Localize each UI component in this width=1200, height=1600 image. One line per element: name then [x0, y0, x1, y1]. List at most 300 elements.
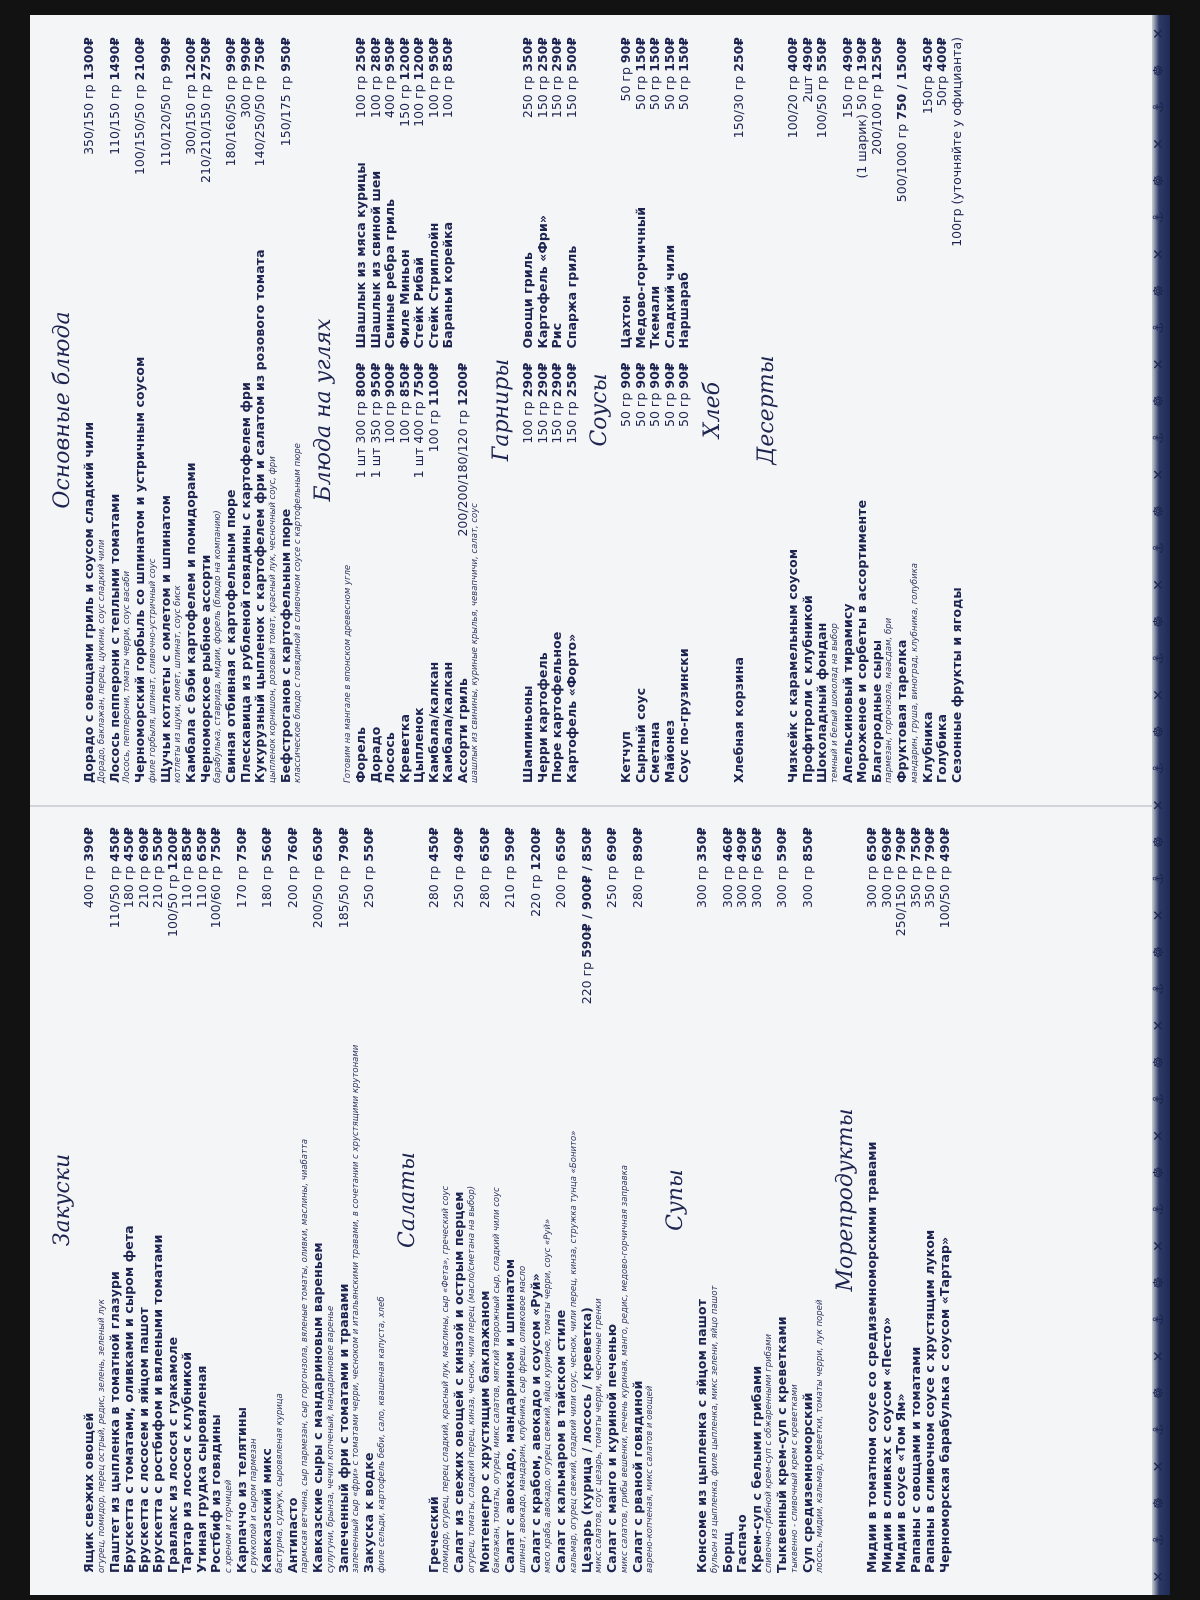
item-price-group	[337, 827, 352, 997]
pattern-glyph-icon: ✕	[1151, 1460, 1167, 1473]
pattern-glyph-icon: ⚓	[1151, 211, 1167, 224]
item-price-group	[199, 37, 214, 207]
item-name: Щучьи котлеты с омлетом и шпинатом	[157, 494, 173, 783]
item-weight: 250 гр	[604, 865, 619, 909]
item-price-group	[180, 827, 195, 997]
item-name: Рапаны в сливочном соусе с хрустящим луком	[922, 1229, 937, 1573]
item-price: 450₽	[919, 37, 935, 72]
pattern-glyph-icon: ☸	[1151, 945, 1167, 959]
item-description: микс салатов, грибы вешенки, печень куриная, манго, редис, медово-горчичная заправка	[619, 1165, 630, 1573]
item-weight: 300 гр	[748, 865, 764, 909]
section-title: Супы	[663, 1169, 688, 1231]
item-price: 760₽	[284, 827, 300, 862]
item-name: Профитроли с клубникой	[799, 595, 815, 783]
menu-item	[184, 37, 199, 783]
item-weight: 150 гр	[549, 75, 564, 119]
item-price-group	[923, 827, 938, 997]
item-price: 990₽	[237, 37, 253, 72]
pattern-glyph-icon: ✕	[1151, 1019, 1167, 1032]
item-price-group	[239, 37, 254, 207]
item-name: Салат с крабом, авокадо и соусом «Руй»	[527, 1273, 543, 1573]
item-price: 950₽	[367, 362, 383, 398]
item-weight: 1 шт 350 гр	[367, 401, 383, 479]
item-price: 1100₽	[425, 362, 441, 406]
item-price-group	[550, 37, 565, 157]
menu-item	[159, 37, 174, 783]
item-weight: 1 шт 400 гр	[411, 401, 426, 479]
item-name: Майонез	[661, 719, 677, 783]
item-weight: 180 гр	[259, 865, 274, 909]
menu-item	[732, 37, 747, 783]
item-price-group	[841, 37, 856, 207]
item-weight: 350 гр	[922, 865, 937, 909]
item-price: 490₽	[799, 37, 815, 72]
item-price: 1200₽	[411, 37, 426, 81]
item-weight: 100 гр	[353, 75, 368, 119]
item-weight: 350 гр	[907, 865, 923, 909]
item-description: филе сельди, картофель беби, сало, квашеная капуста, хлеб	[376, 1296, 387, 1573]
item-weight: 100 гр	[396, 401, 412, 444]
item-price-group	[663, 37, 678, 157]
item-name: Свиная отбивная с картофельным пюре	[223, 489, 238, 783]
item-name: Сметана	[647, 721, 662, 783]
item-weight: 400 гр	[382, 75, 397, 119]
item-price-group	[735, 827, 750, 997]
item-price-group	[648, 37, 663, 157]
pattern-glyph-icon: ☸	[1151, 1166, 1167, 1179]
item-weight: 150 гр	[396, 84, 412, 127]
menu-item	[456, 362, 471, 783]
pattern-glyph-icon: ✕	[1151, 248, 1167, 261]
pattern-glyph-icon: ✕	[1151, 799, 1167, 812]
menu-item	[550, 362, 565, 783]
pattern-glyph-icon: ☸	[1151, 1386, 1167, 1400]
item-description: пармская ветчина, сыр пармезан, сыр горгонзола, вяленые томаты, оливки, маслины, чиабатта	[300, 1138, 310, 1573]
column-right	[354, 37, 481, 348]
item-name: Рапаны с овощами и томатами	[907, 1346, 923, 1573]
item-price-group	[133, 37, 148, 207]
item-name: Шашлык из мяса курицы	[353, 162, 368, 349]
menu-item	[82, 827, 97, 1573]
item-name: Апельсиновый тирамису	[839, 603, 855, 783]
item-weight: 180/160/50 гр	[223, 75, 238, 167]
item-name: Брускетта с лососем и яйцом пашот	[135, 1306, 151, 1573]
menu-item	[634, 37, 649, 348]
item-price: 560₽	[259, 827, 274, 862]
item-description: огурец, помидор, перец острый, редис, зелень, зеленый лук	[96, 1299, 107, 1573]
item-name: Чизкейк с карамельным соусом	[785, 548, 800, 783]
menu-item	[311, 827, 326, 1573]
item-weight: 100 гр	[425, 409, 441, 453]
item-price: 490₽	[839, 37, 855, 72]
item-weight: 200 гр	[553, 865, 568, 909]
item-price: 150₽	[632, 37, 648, 72]
item-description: барабулька, ставрида, мидии, форель (блюдо на компанию)	[213, 510, 223, 783]
item-price-group	[137, 827, 152, 997]
item-description: тыквенно - сливочный крем с креветками	[789, 1384, 800, 1573]
item-description: Дорадо, баклажан, перец, цукини, соус сладкий чили	[96, 539, 107, 783]
item-name: Брускетта с томатами, оливками и сыром фета	[121, 1225, 136, 1573]
two-column-list	[521, 37, 579, 783]
two-column-list	[354, 37, 481, 783]
menu-item	[412, 362, 427, 783]
item-price: 650₽	[476, 827, 492, 862]
item-price-group	[663, 362, 678, 532]
item-price-group	[536, 362, 551, 532]
item-name: Спаржа гриль	[563, 245, 579, 349]
item-weight: 210/210/150 гр	[197, 84, 213, 183]
item-price-group	[775, 827, 790, 997]
item-name: Свиные ребра гриль	[382, 198, 397, 349]
item-name: Сезонные фрукты и ягоды	[948, 587, 964, 783]
menu-item	[427, 37, 442, 348]
item-name: Клубника	[919, 711, 935, 783]
menu-item	[412, 37, 427, 348]
menu-item	[354, 362, 369, 783]
pattern-glyph-icon: ☸	[1151, 1496, 1167, 1510]
item-price-group	[909, 827, 924, 997]
item-price-group	[427, 827, 442, 997]
item-price: 690₽	[135, 827, 151, 862]
item-weight: (1 шарик) 50 гр	[854, 75, 869, 179]
item-weight: 220 гр	[578, 961, 594, 1005]
item-name: Салат с рваной говядиной	[629, 1380, 645, 1573]
menu-item	[950, 37, 965, 783]
item-name: Ассорти гриль	[454, 678, 470, 783]
section-title: Хлеб	[699, 381, 725, 439]
menu-item	[199, 37, 214, 783]
menu-item	[122, 827, 137, 1573]
menu-item	[529, 827, 544, 1573]
two-column-list	[619, 37, 692, 783]
item-price: 990₽	[223, 37, 238, 72]
item-price: 750₽	[208, 827, 223, 862]
item-name: Мидии в соусе «Том Ям»	[893, 1393, 908, 1573]
menu-item	[427, 827, 442, 1573]
pattern-glyph-icon: ✕	[1151, 468, 1167, 481]
item-weight: 150 гр	[534, 75, 550, 119]
item-price-group	[750, 827, 765, 997]
item-price-group	[235, 827, 250, 997]
item-weight: 300 гр	[237, 75, 253, 119]
menu-item	[935, 37, 950, 783]
item-weight: 50 гр	[632, 392, 648, 427]
item-name: Борщ	[719, 1531, 735, 1573]
item-price-group	[855, 37, 870, 207]
menu-item	[235, 827, 250, 1573]
item-name: Лосось	[382, 732, 397, 783]
item-price-group	[895, 37, 910, 207]
column-left	[619, 362, 692, 783]
item-price-group	[648, 362, 663, 532]
item-name: Брускетта с ростбифом и вялеными томатами	[150, 1234, 165, 1573]
item-price: 900₽	[382, 362, 397, 398]
item-name: Овощи гриль	[520, 252, 535, 349]
item-price: 150₽	[661, 37, 677, 72]
item-price: 250₽	[730, 37, 746, 72]
item-name: Стейк Стриплойн	[425, 222, 441, 349]
item-price-group	[870, 37, 885, 207]
item-price-group	[921, 37, 936, 207]
item-price: 950₽	[382, 37, 397, 72]
item-price-group	[398, 37, 413, 157]
item-price-group	[815, 37, 830, 207]
item-price: 1200₽	[454, 362, 470, 406]
item-name: Шампиньоны	[520, 685, 535, 783]
item-weight: 50 гр	[647, 392, 662, 427]
menu-item	[286, 827, 301, 1573]
menu-item	[369, 362, 384, 783]
item-price-group	[122, 827, 137, 997]
column-left	[354, 362, 481, 783]
item-name: Черноморское рыбное ассорти	[197, 554, 213, 783]
item-name: Форель	[353, 726, 368, 783]
item-weight: 140/250/50 гр	[252, 75, 267, 167]
item-price-group	[354, 362, 369, 532]
item-weight: 220 гр	[527, 874, 543, 917]
item-price: 350₽	[520, 37, 535, 72]
item-weight: 100 гр	[411, 84, 426, 127]
item-weight: 150 гр	[563, 401, 579, 444]
item-weight: 150/175 гр	[277, 75, 293, 147]
item-price-group	[677, 362, 692, 532]
item-name: Гаспачо	[734, 1514, 749, 1573]
item-price-group	[166, 827, 181, 997]
item-price: 550₽	[361, 827, 376, 862]
item-description: варено-копченая, микс салатов и овощей	[645, 1385, 655, 1573]
item-weight: 150 гр	[534, 401, 550, 444]
menu-item	[815, 37, 830, 783]
item-price-group	[529, 827, 544, 997]
menu-item	[521, 37, 536, 348]
menu-item	[663, 37, 678, 348]
pattern-glyph-icon: ⚓	[1151, 1313, 1167, 1326]
pattern-glyph-icon: ⚓	[1151, 541, 1167, 555]
item-weight: 150 гр	[839, 75, 855, 119]
menu-item	[441, 362, 456, 783]
item-price-group	[398, 362, 413, 532]
item-price: 490₽	[936, 827, 952, 862]
menu-item	[895, 37, 910, 783]
section-title: Закуски	[50, 1153, 75, 1247]
pattern-glyph-icon: ☸	[1151, 615, 1167, 628]
item-name: Стейк Рибай	[411, 257, 426, 349]
item-price-group	[159, 37, 174, 207]
menu-item	[663, 362, 678, 783]
item-weight: 300 гр	[694, 865, 709, 909]
item-weight: 100/50 гр	[936, 865, 952, 929]
pattern-glyph-icon: ✕	[1151, 1129, 1167, 1142]
item-price: 650₽	[193, 827, 209, 862]
item-weight: 50 гр	[676, 75, 691, 111]
item-price: 990₽	[157, 37, 173, 72]
item-price: 450₽	[121, 827, 136, 862]
item-name: Камбала/калкан	[440, 661, 455, 783]
item-weight: 100 гр	[520, 401, 535, 444]
pattern-glyph-icon: ☸	[1151, 1056, 1167, 1069]
item-description: филе горбыля, шпинат, сливочно-устричный соус	[147, 558, 158, 783]
item-price: 2750₽	[197, 37, 213, 81]
item-price-group	[695, 827, 710, 997]
menu-item	[855, 37, 870, 783]
item-name: Бараньи корейка	[440, 221, 455, 349]
pattern-glyph-icon: ☸	[1151, 725, 1167, 739]
item-price: 850₽	[440, 37, 455, 72]
item-price: 1200₽	[527, 827, 543, 871]
item-name: Черноморская барабулька с соусом «Тартар»	[936, 1236, 952, 1573]
item-name: Медово-горчичный	[632, 206, 648, 349]
item-description: темный и белый шоколад на выбор	[829, 623, 840, 783]
item-price-group	[362, 827, 377, 997]
item-name: Наршараб	[676, 272, 691, 349]
item-name: Благородные сыры	[868, 639, 884, 783]
item-description: цыпленок корнишон, розовый томат, красный лук, чесночный соус, фри	[267, 456, 278, 783]
item-price: 650₽	[553, 827, 568, 862]
item-weight: 50 гр	[632, 75, 648, 111]
menu-item	[239, 37, 254, 783]
item-weight: 100гр (уточняйте у официанта)	[948, 37, 964, 247]
item-weight: 300 гр	[878, 865, 894, 909]
item-price: 90₽	[647, 362, 662, 389]
item-name: Ящик свежих овощей	[81, 1412, 96, 1573]
item-price-group	[619, 37, 634, 157]
nautical-pattern-border	[1148, 15, 1170, 1595]
item-weight: 100/50 гр	[814, 75, 829, 139]
item-name: Камбала/калкан	[425, 661, 441, 783]
item-description: с рукколой и сыром пармезан	[249, 1438, 259, 1573]
item-description: шпинат, авокадо, мандарин, клубника, сыр фреш, оливковое масло	[517, 1265, 528, 1573]
item-price-group	[619, 362, 634, 532]
item-price-group	[286, 827, 301, 997]
item-price: 490₽	[734, 827, 749, 862]
item-weight: 300/150 гр	[183, 84, 198, 155]
item-price: 250₽	[534, 37, 550, 72]
item-price-group	[605, 827, 620, 997]
item-weight: 50 гр	[647, 75, 662, 111]
item-description: огурец, томаты, сладкий перец, кинза, чеснок, чили перец (масло/сметана на выбор)	[466, 1185, 477, 1573]
menu-item	[750, 827, 765, 1573]
menu-item	[634, 362, 649, 783]
item-price: 1490₽	[106, 37, 122, 81]
item-weight: 100 гр	[367, 75, 383, 119]
menu-item	[619, 37, 634, 348]
item-description: мандарин, груша, виноград, клубника, голубика	[909, 563, 920, 783]
item-name: Креветка	[396, 714, 412, 783]
menu-content	[30, 15, 1170, 1595]
item-name: Пюре картофельное	[549, 631, 564, 783]
item-description: мясо краба, авокадо, огурец свежий, яйцо куриное, томаты черри, соус «Руй»	[543, 1218, 553, 1573]
item-name: Салат с манго и куриной печенью	[604, 1323, 619, 1573]
item-description: шашлык из свинины, куриные крылья, чевапчичи, салат, соус	[470, 503, 480, 783]
item-weight: 300 гр	[719, 865, 735, 909]
pattern-glyph-icon: ⚓	[1151, 982, 1167, 996]
menu-item	[362, 827, 377, 1573]
menu-item	[909, 827, 924, 1573]
item-name: Антипасто	[284, 1497, 300, 1573]
section-title: Салаты	[394, 1152, 420, 1248]
item-price-group	[383, 362, 398, 532]
item-price: 750₽	[907, 827, 923, 862]
pattern-glyph-icon: ✕	[1151, 578, 1167, 591]
item-price-group	[354, 37, 369, 157]
item-weight: 200/50 гр	[310, 865, 325, 929]
item-price: 850₽	[799, 827, 815, 862]
item-price: 90₽	[661, 362, 677, 389]
item-name: Тыквенный крем-суп с креветками	[774, 1316, 789, 1573]
item-price: 290₽	[520, 362, 535, 398]
item-weight: 210 гр	[135, 865, 151, 909]
menu-item	[648, 37, 663, 348]
item-price: 950₽	[425, 37, 441, 72]
item-weight: 500/1000 гр	[894, 123, 909, 203]
item-price: 890₽	[629, 827, 645, 862]
item-price-group	[195, 827, 210, 997]
item-price-group	[441, 37, 456, 157]
item-name: Гравлакс из лосося с гуакамоле	[164, 1336, 180, 1573]
item-name: Паштет из цыпленка в томатной глазури	[106, 1271, 122, 1573]
item-price: 250₽	[353, 37, 368, 72]
item-name: Салат из свежих овощей с кинзой и острым перцем	[451, 1191, 466, 1573]
item-price: 650₽	[310, 827, 325, 862]
item-name: Монтенегро с хрустящим баклажаном	[476, 1290, 492, 1573]
item-price: 550₽	[150, 827, 165, 862]
menu-item	[260, 827, 275, 1573]
pattern-glyph-icon: ⚓	[1151, 321, 1167, 334]
item-price: 290₽	[534, 362, 550, 398]
item-price: 790₽	[922, 827, 937, 862]
item-weight: 300 гр	[774, 865, 789, 909]
item-price-group	[82, 37, 97, 207]
item-price-group	[108, 37, 123, 207]
item-description: баклажан, томаты, огурец, микс салатов, мягкий творожный сыр, сладкий чили соус	[492, 1187, 502, 1573]
pattern-glyph-icon: ⚓	[1151, 1203, 1167, 1216]
menu-item	[383, 37, 398, 348]
item-description: пармезан, горгонзола, маасдам, бри	[884, 617, 894, 783]
menu-item	[921, 37, 936, 783]
item-price-group	[880, 827, 895, 997]
item-price-group	[786, 37, 801, 207]
item-weight: 150 гр	[563, 75, 579, 119]
item-weight: 250 гр	[361, 865, 376, 909]
menu-item	[677, 362, 692, 783]
item-name: Филе Миньон	[396, 249, 412, 349]
item-name: Консоме из цыпленка с яйцом пашот	[694, 1298, 709, 1573]
section-title: Десерты	[754, 355, 779, 465]
item-price-group	[634, 362, 649, 532]
item-price-group	[950, 37, 965, 247]
pattern-glyph-icon: ☸	[1151, 284, 1167, 298]
menu-item	[894, 827, 909, 1573]
item-price: 750₽	[252, 37, 267, 72]
item-price: 750₽	[411, 362, 426, 398]
item-name: Мороженое и сорбеты в ассортименте	[854, 499, 869, 783]
section-title: Соусы	[587, 373, 612, 447]
item-name: Шоколадный фондан	[814, 622, 829, 783]
item-price-group	[478, 827, 493, 997]
section-title: Основные блюда	[50, 311, 75, 509]
item-weight: 110/120/50 гр	[157, 75, 173, 167]
item-weight: 300 гр	[864, 865, 879, 909]
item-price: 800₽	[353, 362, 368, 398]
item-name: Черри картофель	[534, 652, 550, 783]
item-price: 390₽	[81, 827, 96, 862]
item-name: Плескавица из рубленой говядины с картофелем фри	[237, 382, 253, 783]
menu-item	[108, 37, 123, 783]
item-price: 450₽	[425, 827, 441, 862]
pattern-glyph-icon: ✕	[1151, 1570, 1167, 1583]
item-name: Сырный соус	[632, 687, 648, 783]
item-price: 150₽	[647, 37, 662, 72]
